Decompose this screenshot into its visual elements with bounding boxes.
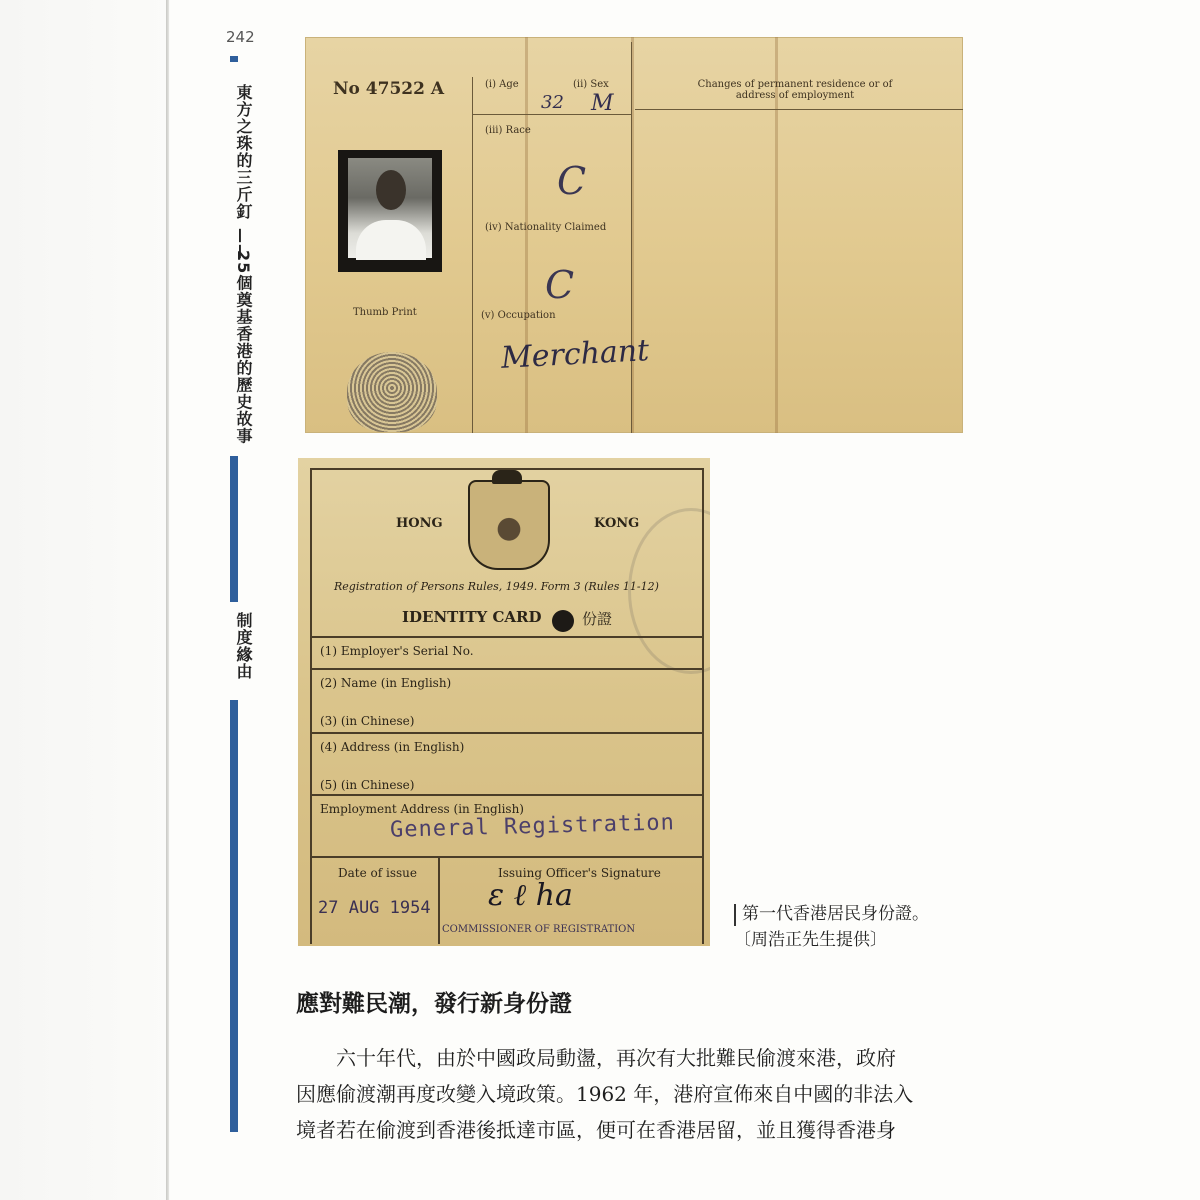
card-border bbox=[310, 468, 312, 944]
punch-hole bbox=[552, 610, 574, 632]
form-rule bbox=[438, 856, 440, 944]
section-heading: 應對難民潮，發行新身份證 bbox=[296, 991, 572, 1017]
date-of-issue-label: Date of issue bbox=[338, 866, 417, 880]
form-rule bbox=[631, 42, 632, 433]
nationality-label: (iv) Nationality Claimed bbox=[485, 222, 607, 233]
name-english-label: (2) Name (in English) bbox=[320, 676, 452, 690]
name-chinese-label: (3) (in Chinese) bbox=[320, 714, 415, 728]
running-title-bottom: 25個奠基香港的歷史故事 bbox=[234, 250, 253, 445]
card-border bbox=[702, 468, 704, 944]
book-gutter bbox=[166, 0, 169, 1200]
header-accent-bar bbox=[230, 56, 238, 62]
thumb-print bbox=[347, 352, 437, 432]
occupation-value: Merchant bbox=[500, 333, 651, 376]
address-english-label: (4) Address (in English) bbox=[320, 740, 465, 754]
card-number: No 47522 A bbox=[333, 79, 445, 99]
kong-label: KONG bbox=[594, 516, 640, 531]
previous-page-edge bbox=[0, 0, 170, 1200]
caption-line-1: 第一代香港居民身份證。 bbox=[742, 904, 929, 924]
section-bar-lower bbox=[230, 700, 238, 1132]
sex-value: M bbox=[591, 91, 614, 116]
age-value: 32 bbox=[541, 92, 564, 113]
issuing-officer-label: Issuing Officer's Signature bbox=[498, 866, 661, 880]
general-registration-stamp: General Registration bbox=[389, 810, 676, 843]
sex-label: (ii) Sex bbox=[573, 79, 609, 90]
holder-head bbox=[376, 170, 406, 210]
form-rule bbox=[635, 109, 963, 110]
rules-line: Registration of Persons Rules, 1949. Form 3 (Rules 11-12) bbox=[334, 580, 659, 593]
employment-address-label: Employment Address (in English) bbox=[320, 802, 524, 816]
thumb-print-label: Thumb Print bbox=[353, 307, 417, 318]
body-line-1: 六十年代，由於中國政局動盪，再次有大批難民偷渡來港，政府 bbox=[296, 1046, 896, 1070]
form-rule bbox=[310, 636, 704, 638]
running-title-top: 東方之珠的三斤釘 bbox=[234, 84, 253, 220]
race-label: (iii) Race bbox=[485, 125, 531, 136]
nationality-value: C bbox=[545, 263, 575, 307]
section-bar-upper bbox=[230, 456, 238, 602]
form-rule bbox=[310, 794, 704, 796]
form-rule bbox=[472, 77, 473, 433]
section-label: 制度緣由 bbox=[234, 612, 253, 680]
form-rule bbox=[310, 668, 704, 670]
body-line-3: 境者若在偷渡到香港後抵達市區，便可在香港居留，並且獲得香港身 bbox=[296, 1118, 896, 1142]
form-rule bbox=[310, 732, 704, 734]
page-number: 242 bbox=[226, 28, 255, 46]
race-value: C bbox=[557, 159, 587, 203]
residence-change-label: Changes of permanent residence or of address of employment bbox=[697, 79, 893, 101]
officer-signature: ε ℓ ha bbox=[488, 878, 573, 913]
id-card-inner-photo bbox=[305, 37, 963, 433]
employer-serial-label: (1) Employer's Serial No. bbox=[320, 644, 474, 658]
occupation-label: (v) Occupation bbox=[481, 310, 556, 321]
holder-photo bbox=[338, 150, 442, 272]
identity-card-title: IDENTITY CARD bbox=[402, 608, 542, 626]
royal-coat-of-arms-icon bbox=[468, 480, 550, 570]
hong-label: HONG bbox=[396, 516, 443, 531]
body-line-2: 因應偷渡潮再度改變入境政策。1962 年，港府宣佈來自中國的非法入 bbox=[296, 1082, 914, 1106]
issue-date-stamp: 27 AUG 1954 bbox=[318, 898, 431, 918]
id-card-front-photo bbox=[298, 458, 710, 946]
address-chinese-label: (5) (in Chinese) bbox=[320, 778, 415, 792]
body-paragraph bbox=[296, 1040, 1016, 1148]
age-label: (i) Age bbox=[485, 79, 519, 90]
commissioner-stamp: COMMISSIONER OF REGISTRATION bbox=[442, 924, 636, 935]
identity-card-title-chinese: 份證 bbox=[582, 610, 613, 628]
holder-shirt bbox=[356, 220, 426, 260]
running-title-dash: —— bbox=[232, 228, 250, 260]
caption-marker bbox=[734, 904, 736, 926]
form-rule bbox=[310, 856, 704, 858]
caption-line-2: 〔周浩正先生提供〕 bbox=[734, 930, 887, 950]
